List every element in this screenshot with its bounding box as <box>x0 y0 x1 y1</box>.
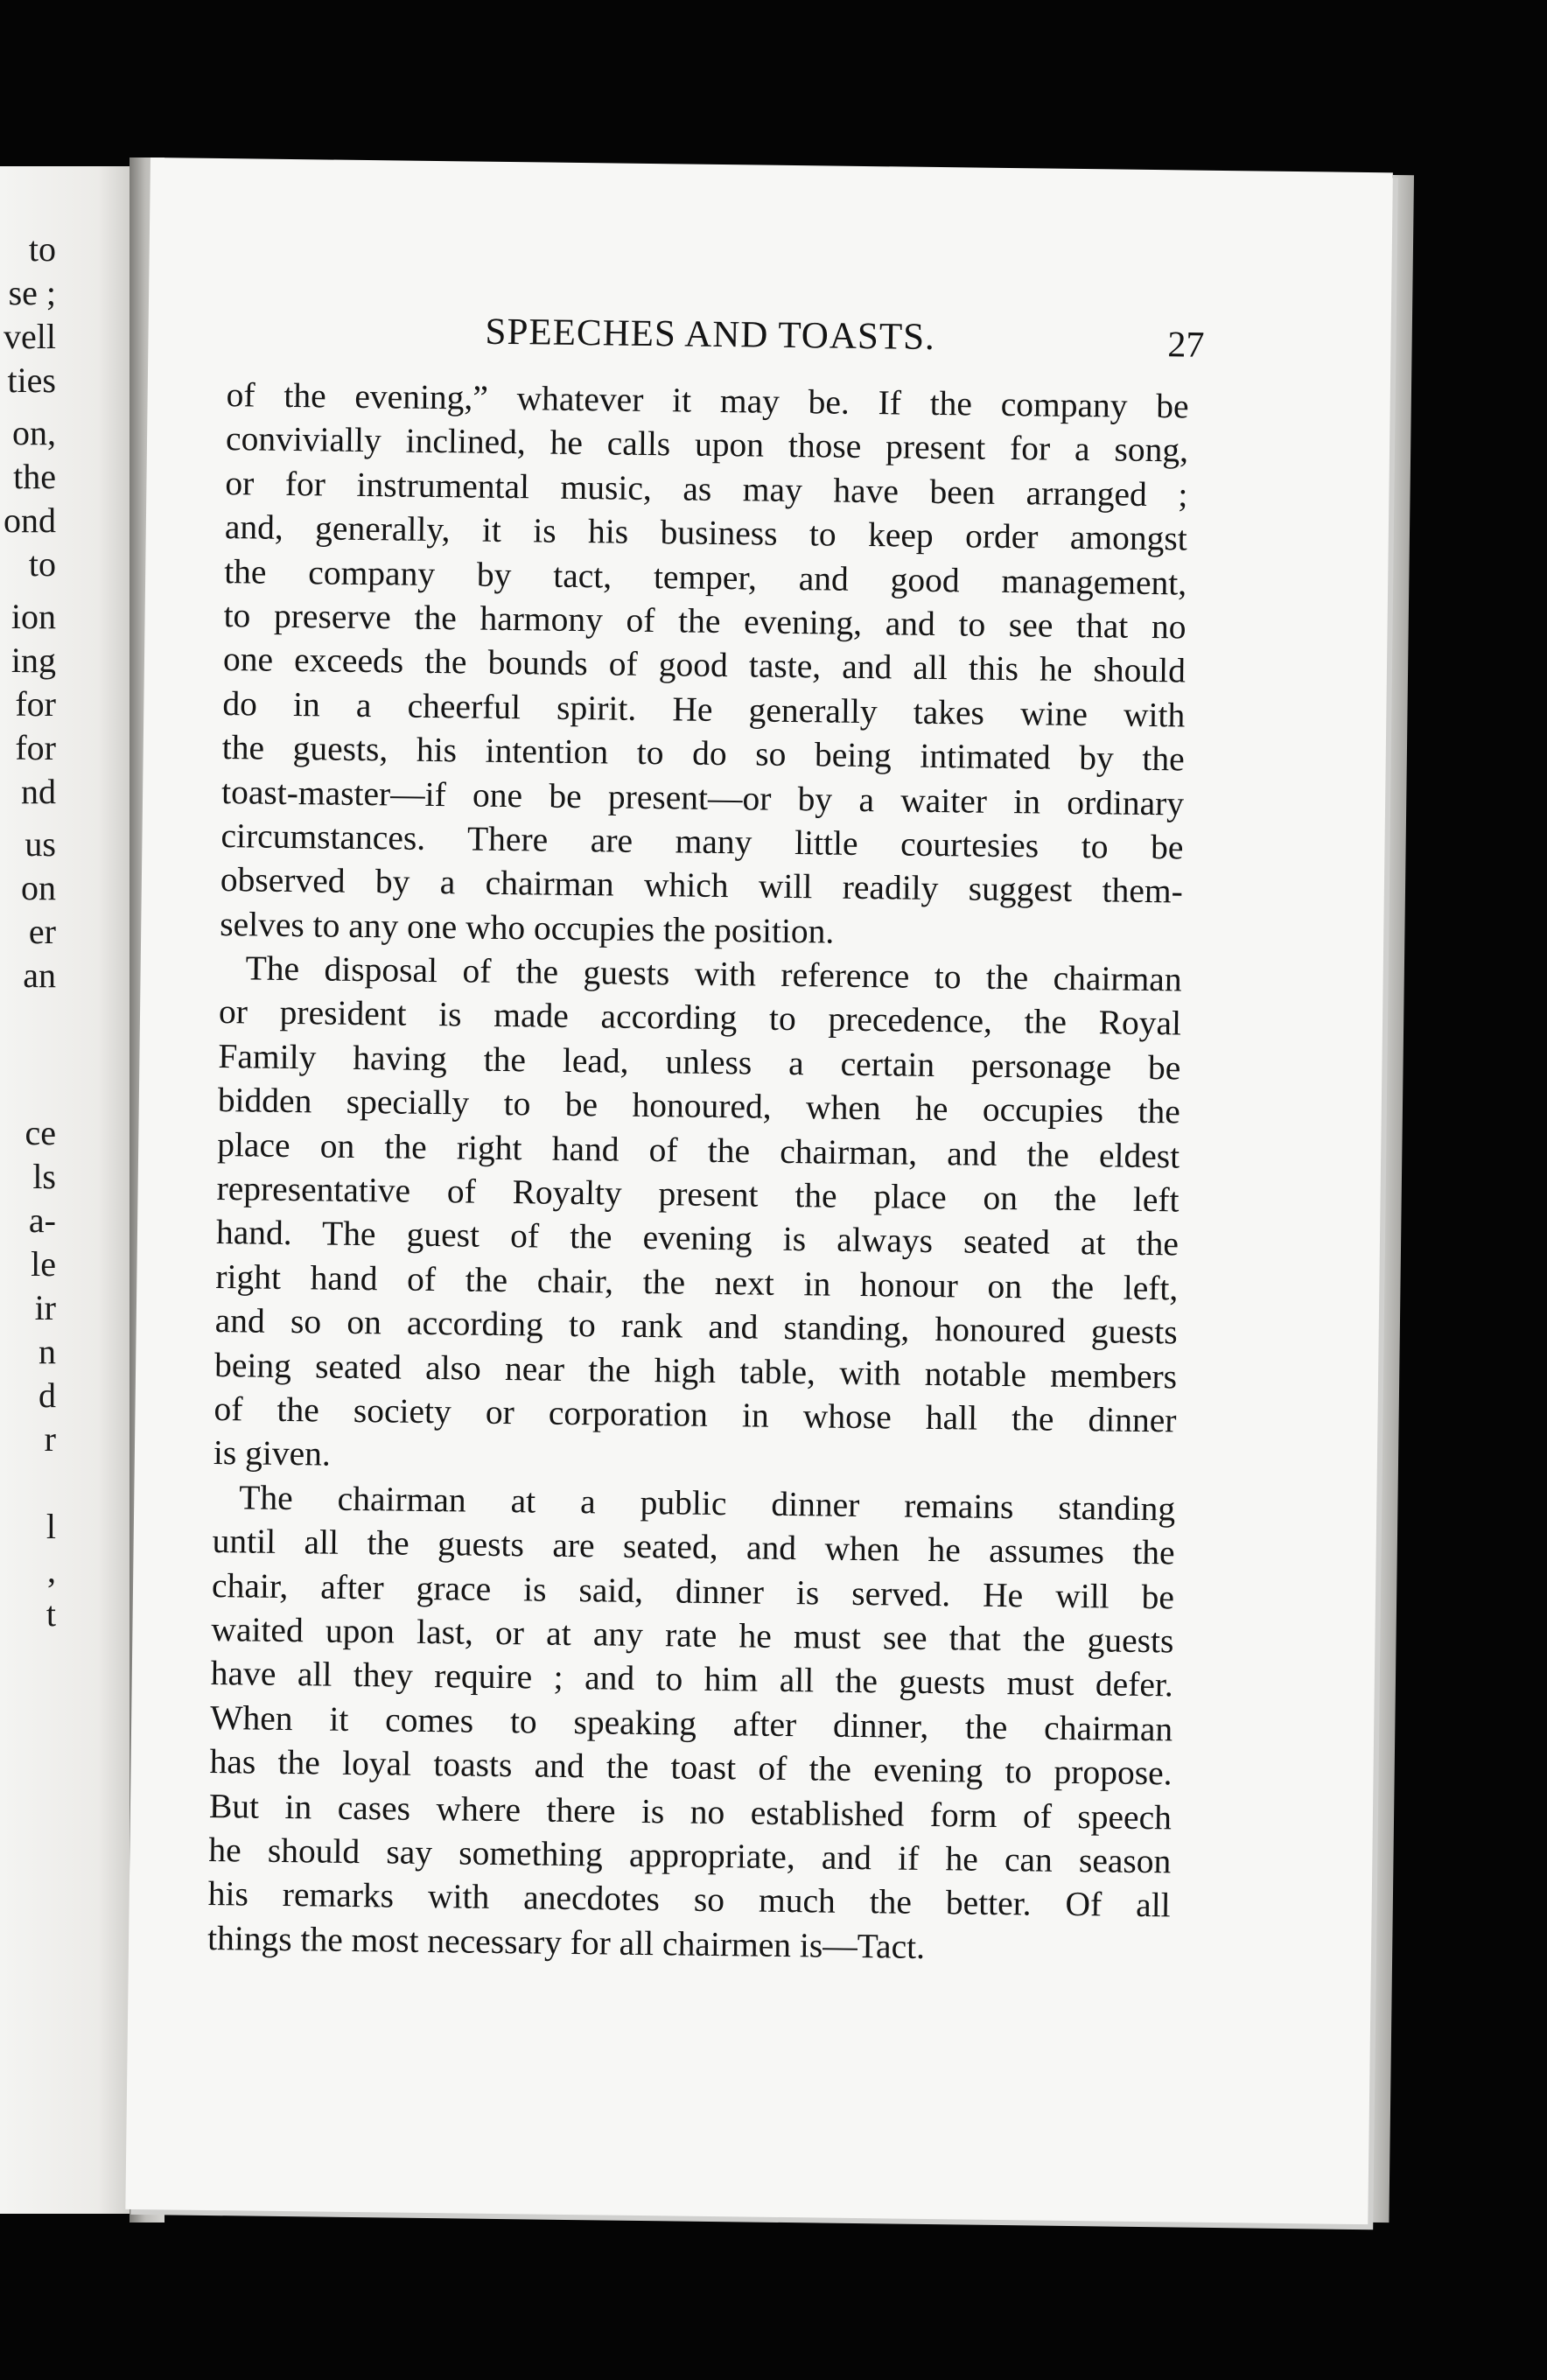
text-line: selves to any one who occupies the position. <box>220 904 835 951</box>
text-line: The chairman at a public dinner remains standing <box>239 1478 1176 1529</box>
previous-page-fragment: , <box>47 1550 56 1590</box>
text-line: hand. The guest of the evening is always seated at the <box>215 1213 1180 1264</box>
text-line: one exceeds the bounds of good taste, and all this he should <box>222 640 1186 690</box>
page-number: 27 <box>1167 325 1205 366</box>
text-line: is given. <box>213 1433 332 1474</box>
text-line: But in cases where there is no established form of speech <box>208 1786 1172 1837</box>
text-line: do in a cheerful spirit. He generally takes wine with <box>222 683 1186 735</box>
text-line: have all they require ; and to him all the guests must defer. <box>210 1654 1174 1704</box>
book-page <box>125 158 1393 2224</box>
previous-page-fragment: ties <box>7 360 56 400</box>
text-line: being seated also near the high table, with notable members <box>214 1345 1178 1396</box>
text-line: toast-master—if one be present—or by a waiter in ordinary <box>220 772 1185 822</box>
previous-page-fragment: nd <box>21 772 56 811</box>
text-line: to preserve the harmony of the evening, and to see that no <box>223 596 1186 647</box>
previous-page-fragment: an <box>23 956 56 995</box>
previous-page-fragment: t <box>46 1594 56 1634</box>
previous-page-fragment: l <box>46 1507 56 1546</box>
previous-page-fragment: le <box>31 1244 56 1284</box>
text-line: his remarks with anecdotes so much the better. Of all <box>207 1874 1171 1925</box>
previous-page-fragment: us <box>24 824 56 864</box>
text-line: convivially inclined, he calls upon those present for a song, <box>225 419 1189 470</box>
text-line: place on the right hand of the chairman, and the eldest <box>216 1124 1180 1176</box>
page-body-text <box>207 373 1189 1971</box>
text-line: observed by a chairman which will readily suggest them- <box>220 860 1184 911</box>
previous-page-fragment: er <box>28 912 56 951</box>
previous-page-fragment: ce <box>24 1113 56 1152</box>
previous-page-fragment: ls <box>32 1157 56 1196</box>
previous-page-fragment: for <box>15 728 56 767</box>
previous-page-fragment: on, <box>12 413 56 452</box>
running-head <box>148 306 1391 374</box>
text-line: things the most necessary for all chairmen is—Tact. <box>206 1918 926 1966</box>
previous-page-fragment: n <box>38 1332 56 1371</box>
previous-page-fragment: for <box>15 684 56 724</box>
text-line: waited upon last, or at any rate he must see that the guests <box>211 1609 1174 1661</box>
previous-page-fragment: ond <box>4 500 56 540</box>
previous-page-fragment: r <box>44 1419 56 1459</box>
text-line: circumstances. There are many little courtesies to be <box>220 816 1184 867</box>
text-line: the guests, his intention to do so being intimated by the <box>221 728 1185 779</box>
previous-page-fragment: ing <box>10 640 56 680</box>
previous-page-fragment: d <box>38 1376 56 1415</box>
text-line: he should say something appropriate, and if he can season <box>208 1830 1172 1881</box>
previous-page-fragment: to <box>28 229 56 269</box>
paragraph <box>220 373 1189 957</box>
text-line: right hand of the chair, the next in honour on the left, <box>215 1256 1179 1308</box>
text-line: and, generally, it is his business to keep order amongst <box>224 508 1188 558</box>
previous-page-fragment: se ; <box>8 273 56 312</box>
text-line: has the loyal toasts and the toast of the evening to propose. <box>209 1742 1172 1793</box>
previous-page-fragment: ion <box>10 597 56 636</box>
running-title: SPEECHES AND TOASTS. <box>485 311 936 358</box>
previous-page-fragment: a- <box>28 1200 56 1240</box>
paragraph <box>207 1475 1176 1972</box>
previous-page-edge <box>0 166 140 2214</box>
previous-page-fragment: on <box>21 868 56 907</box>
text-line: or for instrumental music, as may have been arranged ; <box>225 463 1188 514</box>
text-line: of the evening,” whatever it may be. If the company be <box>226 375 1189 426</box>
text-line: representative of Royalty present the place on the left <box>216 1169 1180 1220</box>
text-line: of the society or corporation in whose hall the dinner <box>214 1389 1177 1440</box>
text-line: the company by tact, temper, and good management, <box>223 551 1187 603</box>
previous-page-fragment: to <box>28 544 56 584</box>
text-line: When it comes to speaking after dinner, the chairman <box>209 1698 1173 1749</box>
previous-page-text-fragments <box>0 166 140 2214</box>
previous-page-fragment: the <box>13 457 56 496</box>
text-line: chair, after grace is said, dinner is served. He will be <box>211 1565 1175 1616</box>
text-line: Family having the lead, unless a certain personage be <box>218 1036 1181 1088</box>
text-line: The disposal of the guests with reference to the chairman <box>245 948 1182 999</box>
text-line: and so on according to rank and standing, honoured guests <box>214 1301 1178 1352</box>
text-line: until all the guests are seated, and when he assumes the <box>212 1522 1175 1572</box>
text-line: or president is made according to precedence, the Royal <box>218 992 1182 1043</box>
previous-page-fragment: ir <box>34 1288 56 1327</box>
text-line: bidden specially to be honoured, when he occupies the <box>217 1081 1181 1131</box>
paragraph <box>214 946 1182 1487</box>
previous-page-fragment: vell <box>4 317 56 356</box>
